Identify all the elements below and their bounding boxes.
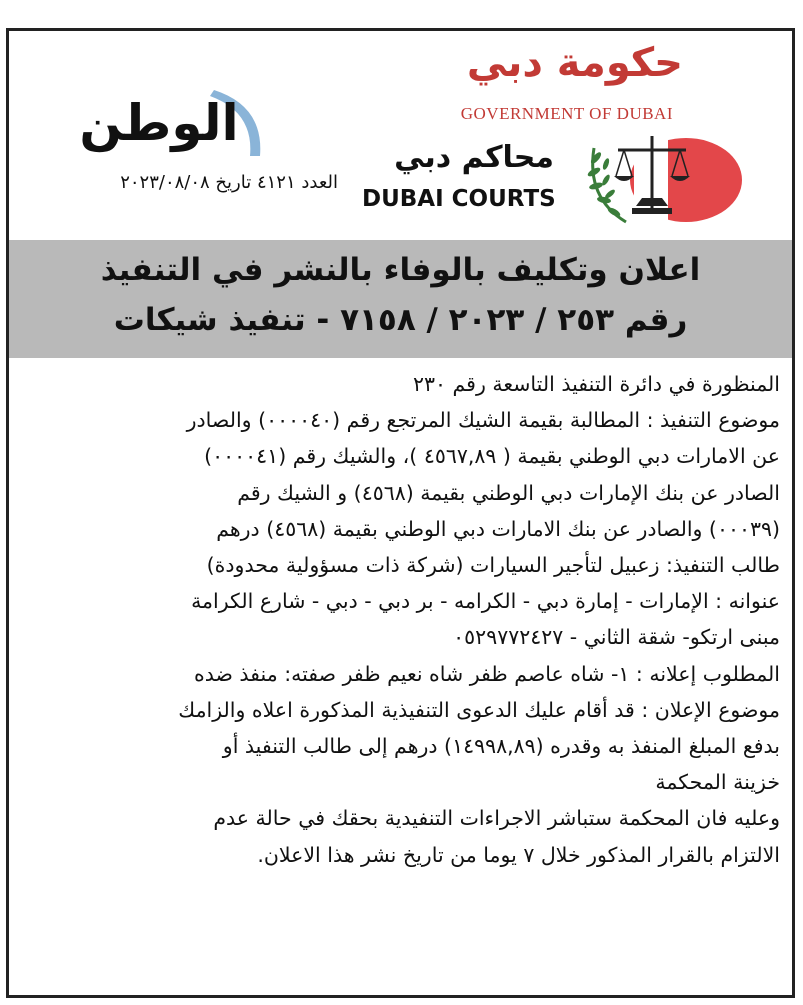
body-line: المنظورة في دائرة التنفيذ التاسعة رقم ٢٣٠	[412, 372, 780, 396]
newspaper-logo	[64, 86, 270, 160]
body-line: بدفع المبلغ المنفذ به وقدره (١٤٩٩٨,٨٩) درهم إلى طالب التنفيذ أو	[222, 734, 780, 759]
title-band	[9, 240, 792, 358]
title-line-2: رقم ٢٥٣ / ٢٠٢٣ / ٧١٥٨ - تنفيذ شيكات	[113, 302, 688, 338]
courts-name-ar: محاكم دبي	[394, 140, 554, 175]
title-line-1: اعلان وتكليف بالوفاء بالنشر في التنفيذ	[100, 252, 701, 288]
body-line: خزينة المحكمة	[655, 770, 780, 795]
body-line: طالب التنفيذ: زعبيل لتأجير السيارات (شركة ذات مسؤولية محدودة)	[206, 553, 780, 578]
courts-name-en: DUBAI COURTS	[362, 186, 556, 212]
body-line: عن الامارات دبي الوطني بقيمة ( ٤٥٦٧,٨٩ )، والشيك رقم (٠٠٠٠٤١)	[204, 444, 780, 469]
body-line: الصادر عن بنك الإمارات دبي الوطني بقيمة (٤٥٦٨) و الشيك رقم	[237, 480, 780, 505]
body-line: موضوع الإعلان : قد أقام عليك الدعوى التنفيذية المذكورة اعلاه والزامك	[178, 697, 780, 722]
body-line: مبنى ارتكو- شقة الثاني - ٠٥٢٩٧٧٢٤٢٧	[453, 625, 780, 650]
dubai-courts-scales-emblem-icon	[566, 128, 746, 228]
issue-line: العدد ٤١٢١ تاريخ ٢٠٢٣/٠٨/٠٨	[120, 172, 338, 193]
announcement-body	[30, 366, 780, 873]
body-line: (٠٠٠٣٩) والصادر عن بنك الامارات دبي الوطني بقيمة (٤٥٦٨) درهم	[216, 516, 780, 541]
body-line: موضوع التنفيذ : المطالبة بقيمة الشيك المرتجع رقم (٠٠٠٠٤٠) والصادر	[186, 408, 780, 433]
newspaper-name: الوطن	[79, 94, 239, 152]
body-line: المطلوب إعلانه : ١- شاه عاصم ظفر شاه نعيم ظفر صفته: منفذ ضده	[193, 661, 780, 686]
body-line: عنوانه : الإمارات - إمارة دبي - الكرامه - بر دبي - دبي - شارع الكرامة	[191, 589, 780, 614]
government-name-en: GOVERNMENT OF DUBAI	[460, 104, 673, 123]
body-line: الالتزام بالقرار المذكور خلال ٧ يوما من تاريخ نشر هذا الاعلان.	[257, 842, 780, 867]
government-name-ar: حكومة دبي	[466, 40, 683, 86]
body-line: وعليه فان المحكمة ستباشر الاجراءات التنفيدية بحقك في حالة عدم	[213, 806, 780, 831]
